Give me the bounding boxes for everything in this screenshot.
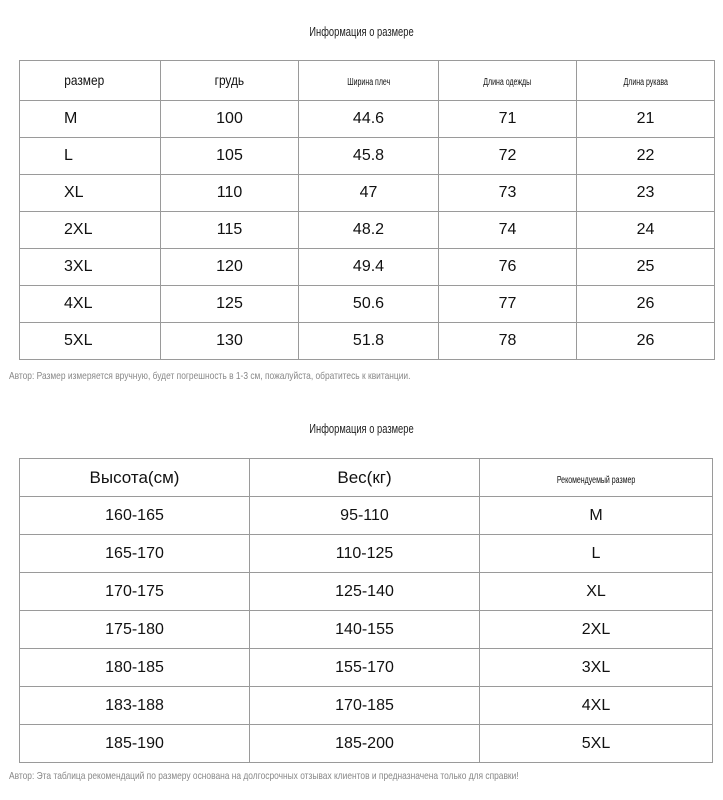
cell-value: 155-170 (335, 658, 394, 676)
size-header-cell (439, 61, 577, 101)
cell-value: 47 (359, 184, 378, 201)
recommend-header-cell (250, 459, 480, 497)
cell-value: 160-165 (105, 506, 164, 524)
cell-value: 130 (216, 332, 243, 349)
cell-value: 170-175 (105, 582, 164, 600)
recommend-info-title: Информация о размере (309, 421, 414, 436)
table-cell (439, 138, 577, 175)
table-cell (20, 323, 161, 360)
table-cell (250, 687, 480, 725)
size-header-label: грудь (214, 71, 245, 88)
cell-value: 71 (498, 110, 517, 127)
table-cell (299, 138, 439, 175)
table-cell (439, 323, 577, 360)
table-cell (480, 649, 713, 687)
cell-value: L (64, 147, 73, 164)
table-cell (250, 611, 480, 649)
table-cell (480, 687, 713, 725)
cell-value: 115 (216, 221, 243, 238)
table-row (20, 687, 713, 725)
table-cell (480, 725, 713, 763)
table-row (20, 649, 713, 687)
table-row (20, 175, 715, 212)
table-cell (577, 249, 715, 286)
cell-value: 125 (216, 295, 243, 312)
table-cell (577, 175, 715, 212)
table-cell (20, 573, 250, 611)
size-table (19, 60, 715, 360)
table-cell (439, 175, 577, 212)
cell-value: 24 (636, 221, 655, 238)
table-row (20, 138, 715, 175)
recommend-table-header-row (20, 459, 713, 497)
cell-value: 3XL (64, 258, 93, 275)
cell-value: 180-185 (105, 658, 164, 676)
recommend-table (19, 458, 713, 763)
table-cell (577, 286, 715, 323)
cell-value: 22 (636, 147, 655, 164)
cell-value: 2XL (64, 221, 93, 238)
cell-value: 2XL (581, 620, 611, 638)
table-row (20, 101, 715, 138)
table-cell (20, 687, 250, 725)
cell-value: 185-190 (105, 734, 164, 752)
table-cell (250, 649, 480, 687)
table-cell (299, 101, 439, 138)
size-header-label: Длина рукава (623, 76, 668, 88)
recommend-header-label: Рекомендуемый размер (556, 474, 636, 486)
size-header-cell (577, 61, 715, 101)
table-row (20, 286, 715, 323)
table-cell (439, 212, 577, 249)
table-cell (250, 535, 480, 573)
cell-value: M (589, 506, 603, 524)
table-cell (577, 138, 715, 175)
cell-value: 95-110 (340, 506, 389, 524)
cell-value: 5XL (581, 734, 611, 752)
table-row (20, 323, 715, 360)
cell-value: XL (64, 184, 84, 201)
cell-value: 5XL (64, 332, 93, 349)
size-header-label: размер (64, 71, 105, 88)
size-note: Автор: Размер измеряется вручную, будет погрешность в 1-3 см, пожалуйста, обратитесь к квитанции. (9, 370, 411, 382)
cell-value: 76 (498, 258, 517, 275)
table-cell (20, 611, 250, 649)
table-cell (480, 611, 713, 649)
cell-value: 74 (498, 221, 517, 238)
recommend-header-label: Вес(кг) (337, 467, 392, 487)
table-cell (161, 175, 299, 212)
table-row (20, 212, 715, 249)
size-header-label: Длина одежды (483, 76, 532, 88)
cell-value: 25 (636, 258, 655, 275)
table-row (20, 573, 713, 611)
cell-value: 23 (636, 184, 655, 201)
table-cell (20, 249, 161, 286)
table-cell (161, 286, 299, 323)
table-cell (299, 323, 439, 360)
cell-value: 175-180 (105, 620, 164, 638)
table-cell (439, 101, 577, 138)
table-cell (161, 138, 299, 175)
cell-value: L (591, 544, 601, 562)
cell-value: 50.6 (352, 295, 385, 312)
recommend-header-cell (480, 459, 713, 497)
size-header-cell (161, 61, 299, 101)
cell-value: 26 (636, 295, 655, 312)
table-cell (480, 535, 713, 573)
cell-value: 185-200 (335, 734, 394, 752)
table-row (20, 535, 713, 573)
cell-value: 48.2 (352, 221, 385, 238)
cell-value: 45.8 (352, 147, 385, 164)
cell-value: 120 (216, 258, 243, 275)
table-cell (20, 286, 161, 323)
cell-value: 4XL (581, 696, 611, 714)
table-cell (299, 286, 439, 323)
table-cell (439, 286, 577, 323)
cell-value: 72 (498, 147, 517, 164)
cell-value: 73 (498, 184, 517, 201)
table-cell (20, 101, 161, 138)
table-cell (250, 573, 480, 611)
table-cell (20, 212, 161, 249)
size-header-cell (299, 61, 439, 101)
size-header-cell (20, 61, 161, 101)
table-cell (161, 323, 299, 360)
table-cell (577, 212, 715, 249)
table-cell (20, 497, 250, 535)
cell-value: 110-125 (335, 544, 394, 562)
table-cell (161, 249, 299, 286)
table-cell (20, 175, 161, 212)
cell-value: 3XL (581, 658, 611, 676)
size-info-title: Информация о размере (309, 24, 414, 39)
cell-value: 21 (636, 110, 655, 127)
cell-value: 170-185 (335, 696, 394, 714)
table-cell (20, 535, 250, 573)
recommend-note: Автор: Эта таблица рекомендаций по размеру основана на долгосрочных отзывах клиентов и предназначена только для справки! (9, 770, 519, 782)
cell-value: 100 (216, 110, 243, 127)
table-cell (480, 573, 713, 611)
table-cell (480, 497, 713, 535)
cell-value: 140-155 (335, 620, 394, 638)
table-cell (299, 249, 439, 286)
table-cell (250, 725, 480, 763)
recommend-header-cell (20, 459, 250, 497)
cell-value: 78 (498, 332, 517, 349)
table-row (20, 497, 713, 535)
cell-value: M (64, 110, 78, 127)
table-row (20, 611, 713, 649)
cell-value: 110 (216, 184, 243, 201)
cell-value: 26 (636, 332, 655, 349)
table-cell (577, 101, 715, 138)
cell-value: 77 (498, 295, 517, 312)
cell-value: 105 (216, 147, 243, 164)
table-row (20, 249, 715, 286)
recommend-header-label: Высота(см) (89, 467, 180, 487)
cell-value: 165-170 (105, 544, 164, 562)
size-table-header-row (20, 61, 715, 101)
table-cell (439, 249, 577, 286)
cell-value: XL (586, 582, 606, 600)
cell-value: 44.6 (352, 110, 385, 127)
table-cell (20, 138, 161, 175)
table-cell (577, 323, 715, 360)
cell-value: 183-188 (105, 696, 164, 714)
table-cell (161, 101, 299, 138)
table-cell (299, 212, 439, 249)
table-cell (20, 725, 250, 763)
table-cell (161, 212, 299, 249)
table-cell (250, 497, 480, 535)
cell-value: 51.8 (352, 332, 385, 349)
table-row (20, 725, 713, 763)
cell-value: 49.4 (352, 258, 385, 275)
table-cell (299, 175, 439, 212)
size-header-label: Ширина плеч (346, 76, 391, 88)
cell-value: 4XL (64, 295, 93, 312)
table-cell (20, 649, 250, 687)
cell-value: 125-140 (335, 582, 394, 600)
